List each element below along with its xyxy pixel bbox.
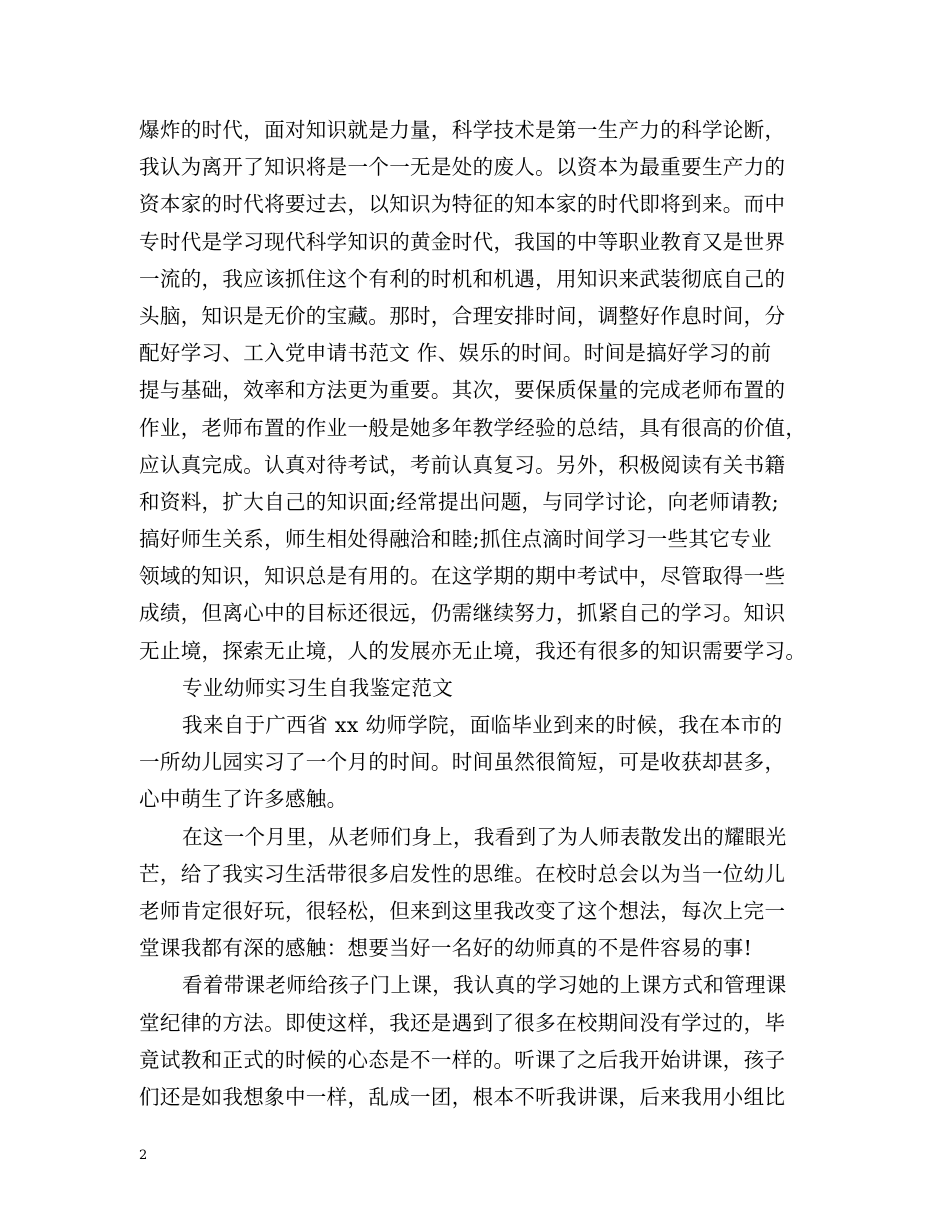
text-line: 配好学习、工入党申请书范文 作、娱乐的时间。时间是搞好学习的前 [139,341,772,366]
paragraph-start-line: 我来自于广西省 xx 幼师学院，面临毕业到来的时候，我在本市的 [182,713,783,737]
text-line: 一所幼儿园实习了一个月的时间。时间虽然很简短，可是收获却甚多， [139,750,786,775]
paragraph-start-line: 看着带课老师给孩子门上课，我认真的学习她的上课方式和管理课 [182,973,787,998]
text-line: 我认为离开了知识将是一个一无是处的废人。以资本为最重要生产力的 [139,155,786,180]
text-line: 和资料，扩大自己的知识面;经常提出问题，与同学讨论，向老师请教; [139,489,780,514]
text-line: 一流的，我应该抓住这个有利的时机和机遇，用知识来武装彻底自己的 [139,266,786,291]
text-line: 爆炸的时代，面对知识就是力量，科学技术是第一生产力的科学论断， [139,118,786,142]
text-line: 竟试教和正式的时候的心态是不一样的。听课了之后我开始讲课，孩子 [139,1047,786,1072]
paragraph-start-line: 在这一个月里，从老师们身上，我看到了为人师表散发出的耀眼光 [182,824,787,849]
text-line: 提与基础，效率和方法更为重要。其次，要保质保量的完成老师布置的 [139,378,786,403]
text-line: 领域的知识，知识总是有用的。在这学期的期中考试中，尽管取得一些 [139,564,786,589]
text-line: 无止境，探索无止境，人的发展亦无止境，我还有很多的知识需要学习。 [139,638,807,663]
text-line: 资本家的时代将要过去，以知识为特征的知本家的时代即将到来。而中 [139,192,786,217]
text-line: 心中萌生了许多感触。 [139,787,348,812]
text-line: 芒，给了我实习生活带很多启发性的思维。在校时总会以为当一位幼儿 [139,861,786,886]
text-line: 老师肯定很好玩，很轻松，但来到这里我改变了这个想法，每次上完一 [139,898,786,923]
text-line: 堂课我都有深的感触：想要当好一名好的幼师真的不是件容易的事! [139,936,753,961]
text-line: 应认真完成。认真对待考试，考前认真复习。另外，积极阅读有关书籍 [139,452,786,477]
text-line: 成绩，但离心中的目标还很远，仍需继续努力，抓紧自己的学习。知识 [139,601,786,626]
body-text [139,112,839,1116]
page-number: 2 [139,1148,148,1163]
text-line: 作业，老师布置的作业一般是她多年教学经验的总结，具有很高的价值， [139,415,807,440]
text-line: 们还是如我想象中一样，乱成一团，根本不听我讲课，后来我用小组比 [139,1084,786,1109]
paragraph-start-line: 专业幼师实习生自我鉴定范文 [182,675,454,700]
text-line: 搞好师生关系，师生相处得融洽和睦;抓住点滴时间学习一些其它专业 [139,527,772,552]
text-line: 头脑，知识是无价的宝藏。那时，合理安排时间，调整好作息时间，分 [139,303,786,328]
text-line: 专时代是学习现代科学知识的黄金时代，我国的中等职业教育又是世界 [139,229,786,254]
text-line: 堂纪律的方法。即使这样，我还是遇到了很多在校期间没有学过的，毕 [139,1010,786,1035]
